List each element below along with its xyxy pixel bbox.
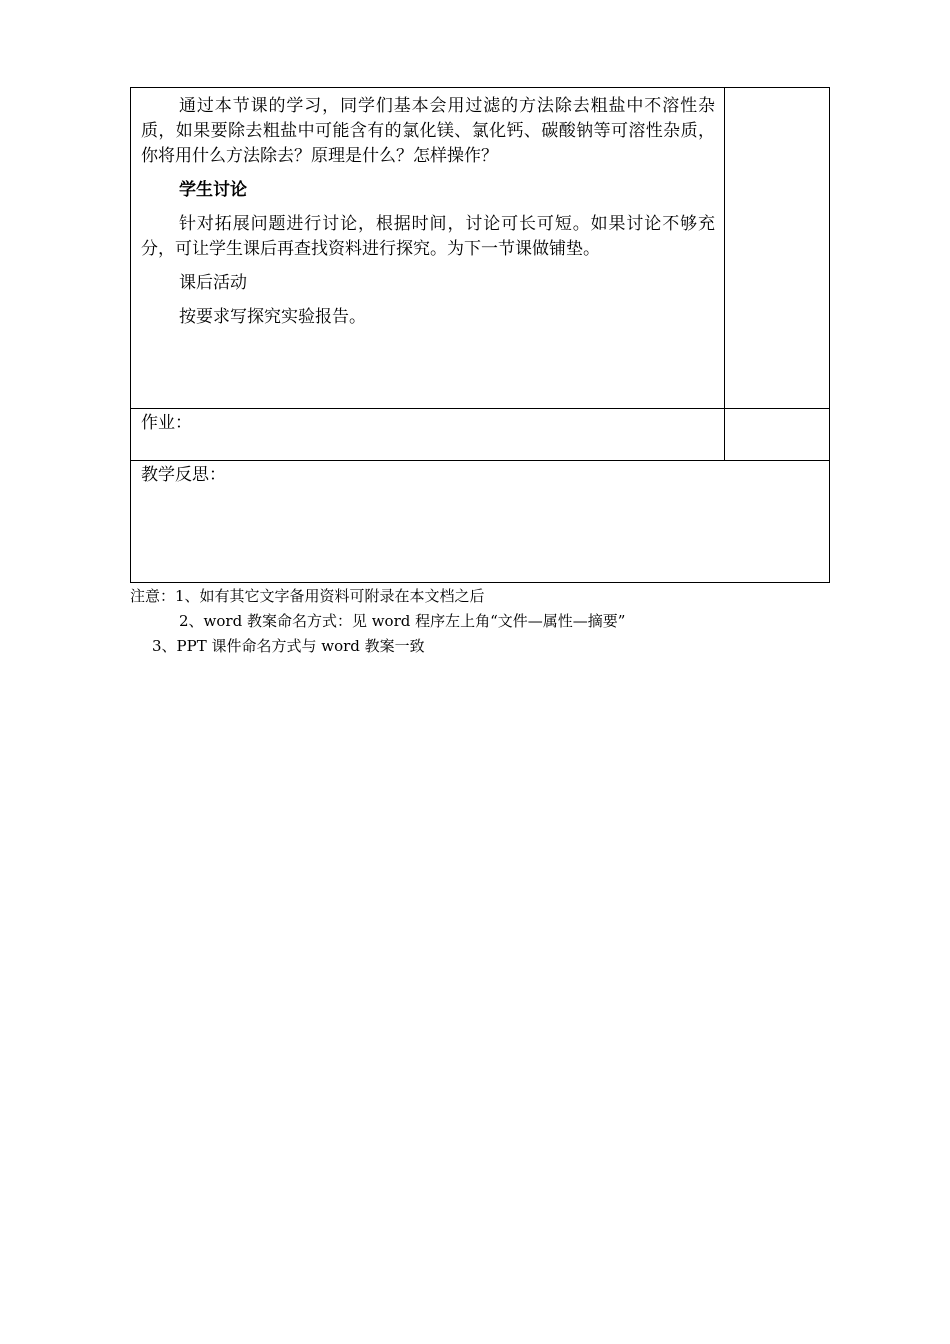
side-notes-cell bbox=[725, 88, 830, 409]
note-line-3: 3、PPT 课件命名方式与 word 教案一致 bbox=[152, 637, 425, 655]
table-row bbox=[131, 409, 830, 461]
reflection-cell bbox=[131, 461, 830, 583]
table-row bbox=[131, 88, 830, 409]
note-line-2: 2、word 教案命名方式：见 word 程序左上角“文件—属性—摘要” bbox=[179, 612, 626, 630]
notes-block bbox=[130, 584, 830, 659]
student-discussion-heading: 学生讨论 bbox=[179, 180, 247, 200]
after-class-heading: 课后活动 bbox=[179, 273, 247, 293]
homework-label: 作业： bbox=[141, 413, 192, 433]
reflection-label: 教学反思： bbox=[141, 465, 226, 485]
activity-content-cell bbox=[131, 88, 725, 409]
lesson-plan-table bbox=[130, 87, 830, 583]
discussion-paragraph: 针对拓展问题进行讨论，根据时间，讨论可长可短。如果讨论不够充分，可让学生课后再查找资料进行探究。为下一节课做铺垫。 bbox=[141, 214, 715, 259]
homework-cell bbox=[131, 409, 725, 461]
extension-question-paragraph: 通过本节课的学习，同学们基本会用过滤的方法除去粗盐中不溶性杂质，如果要除去粗盐中可能含有的氯化镁、氯化钙、碳酸钠等可溶性杂质，你将用什么方法除去？原理是什么？怎样操作？ bbox=[141, 96, 715, 166]
note-line-1: 注意：1、如有其它文字备用资料可附录在本文档之后 bbox=[130, 587, 485, 605]
report-paragraph: 按要求写探究实验报告。 bbox=[179, 307, 366, 327]
homework-side-cell bbox=[725, 409, 830, 461]
table-row bbox=[131, 461, 830, 583]
